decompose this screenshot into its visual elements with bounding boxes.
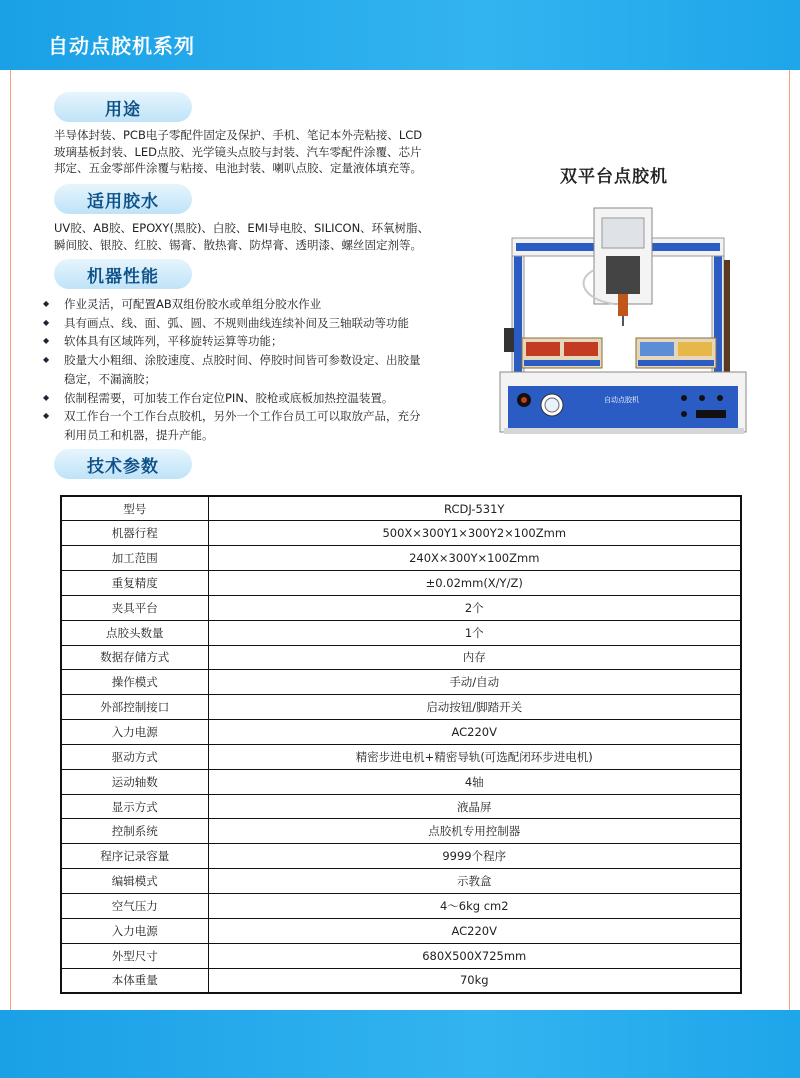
spec-key-cell: 操作模式: [61, 670, 208, 695]
spec-value-cell: 液晶屏: [208, 794, 741, 819]
section-usage-title: 用途: [54, 92, 192, 122]
performance-list: [38, 295, 421, 445]
list-item: ◆ 具有画点、线、面、弧、圆、不规则曲线连续补间及三轴联动等功能: [38, 314, 421, 333]
right-border-line: [789, 0, 790, 1078]
table-row: [61, 819, 741, 844]
spec-key-cell: 型号: [61, 496, 208, 521]
spec-value-cell: 精密步进电机+精密导轨(可选配闭环步进电机): [208, 744, 741, 769]
diamond-bullet-icon: ◆: [43, 317, 50, 327]
spec-value-cell: 1个: [208, 620, 741, 645]
diamond-bullet-icon: ◆: [43, 336, 50, 346]
table-row: [61, 844, 741, 869]
spec-value-cell: 内存: [208, 645, 741, 670]
spec-key-cell: 驱动方式: [61, 744, 208, 769]
table-row: [61, 571, 741, 596]
panel-label: 自动点胶机: [604, 396, 639, 404]
spec-value-cell: 4～6kg cm2: [208, 894, 741, 919]
spec-value-cell: 4轴: [208, 769, 741, 794]
spec-key-cell: 加工范围: [61, 546, 208, 571]
usage-line: 玻璃基板封装、LED点胶、光学镜头点胶与封装、汽车零配件涂覆、芯片: [54, 144, 422, 159]
spec-key-cell: 入力电源: [61, 918, 208, 943]
list-item: ◆ 胶量大小粗细、涂胶速度、点胶时间、停胶时间皆可参数设定、出胶量 稳定，不漏滴胶；: [43, 353, 421, 386]
list-item: ◆ 双工作台一个工作台点胶机，另外一个工作台员工可以取放产品，充分 利用员工和机器，提升产能。: [43, 409, 421, 442]
spec-value-cell: 500X×300Y1×300Y2×100Zmm: [208, 521, 741, 546]
header-band: [0, 0, 800, 70]
left-border-line: [10, 0, 11, 1078]
table-row: [61, 794, 741, 819]
table-row: [61, 968, 741, 993]
diamond-bullet-icon: ◆: [43, 411, 50, 421]
spec-key-cell: 外部控制接口: [61, 695, 208, 720]
table-row: [61, 521, 741, 546]
usage-line: 半导体封装、PCB电子零配件固定及保护、手机、笔记本外壳粘接、LCD: [54, 128, 423, 142]
section-glue-title: 适用胶水: [54, 184, 192, 214]
spec-value-cell: 点胶机专用控制器: [208, 819, 741, 844]
usage-text: [54, 127, 422, 177]
spec-key-cell: 夹具平台: [61, 595, 208, 620]
spec-table: [60, 495, 742, 994]
table-row: [61, 894, 741, 919]
spec-value-cell: 70kg: [208, 968, 741, 993]
footer-band: [0, 1010, 800, 1078]
spec-table-body: [61, 496, 741, 993]
spec-value-cell: 680X500X725mm: [208, 943, 741, 968]
glue-line: UV胶、AB胶、EPOXY(黑胶)、白胶、EMI导电胶、SILICON、环氧树脂、: [54, 221, 430, 235]
table-row: [61, 620, 741, 645]
spec-value-cell: ±0.02mm(X/Y/Z): [208, 571, 741, 596]
section-specs-title: 技术参数: [54, 449, 192, 479]
spec-key-cell: 编辑模式: [61, 869, 208, 894]
spec-value-cell: 示教盒: [208, 869, 741, 894]
section-performance-title: 机器性能: [54, 259, 192, 289]
table-row: [61, 918, 741, 943]
product-title: 双平台点胶机: [560, 167, 668, 187]
dispensing-machine-image: [494, 200, 754, 440]
spec-value-cell: 9999个程序: [208, 844, 741, 869]
spec-key-cell: 运动轴数: [61, 769, 208, 794]
table-row: [61, 695, 741, 720]
table-row: [61, 496, 741, 521]
spec-key-cell: 数据存储方式: [61, 645, 208, 670]
spec-value-cell: 启动按钮/脚踏开关: [208, 695, 741, 720]
diamond-bullet-icon: ◆: [43, 299, 50, 308]
table-row: [61, 645, 741, 670]
table-row: [61, 869, 741, 894]
list-item: ◆ 软体具有区域阵列，平移旋转运算等功能；: [38, 332, 421, 351]
spec-key-cell: 点胶头数量: [61, 620, 208, 645]
diamond-bullet-icon: ◆: [43, 355, 50, 365]
table-row: [61, 943, 741, 968]
spec-value-cell: AC220V: [208, 918, 741, 943]
spec-value-cell: AC220V: [208, 720, 741, 745]
spec-value-cell: 手动/自动: [208, 670, 741, 695]
spec-value-cell: RCDJ-531Y: [208, 496, 741, 521]
spec-value-cell: 240X×300Y×100Zmm: [208, 546, 741, 571]
spec-key-cell: 重复精度: [61, 571, 208, 596]
glue-text: [54, 220, 429, 253]
spec-key-cell: 控制系统: [61, 819, 208, 844]
spec-key-cell: 机器行程: [61, 521, 208, 546]
table-row: [61, 670, 741, 695]
table-row: [61, 546, 741, 571]
spec-key-cell: 程序记录容量: [61, 844, 208, 869]
diamond-bullet-icon: ◆: [43, 392, 50, 402]
usage-line: 邦定、五金零部件涂覆与粘接、电池封装、喇叭点胶、定量液体填充等。: [54, 161, 422, 175]
page-title: 自动点胶机系列: [48, 34, 195, 58]
spec-key-cell: 显示方式: [61, 794, 208, 819]
glue-line: 瞬间胶、银胶、红胶、锡膏、散热膏、防焊膏、透明漆、螺丝固定剂等。: [54, 237, 422, 252]
spec-key-cell: 本体重量: [61, 968, 208, 993]
table-row: [61, 769, 741, 794]
spec-value-cell: 2个: [208, 595, 741, 620]
table-row: [61, 744, 741, 769]
spec-key-cell: 外型尺寸: [61, 943, 208, 968]
spec-key-cell: 空气压力: [61, 894, 208, 919]
spec-key-cell: 入力电源: [61, 720, 208, 745]
list-item: ◆ 依制程需要，可加装工作台定位PIN、胶枪或底板加热控温装置。: [38, 389, 421, 408]
table-row: [61, 595, 741, 620]
table-row: [61, 720, 741, 745]
list-item: ◆ 作业灵活，可配置AB双组份胶水或单组分胶水作业: [38, 295, 421, 314]
